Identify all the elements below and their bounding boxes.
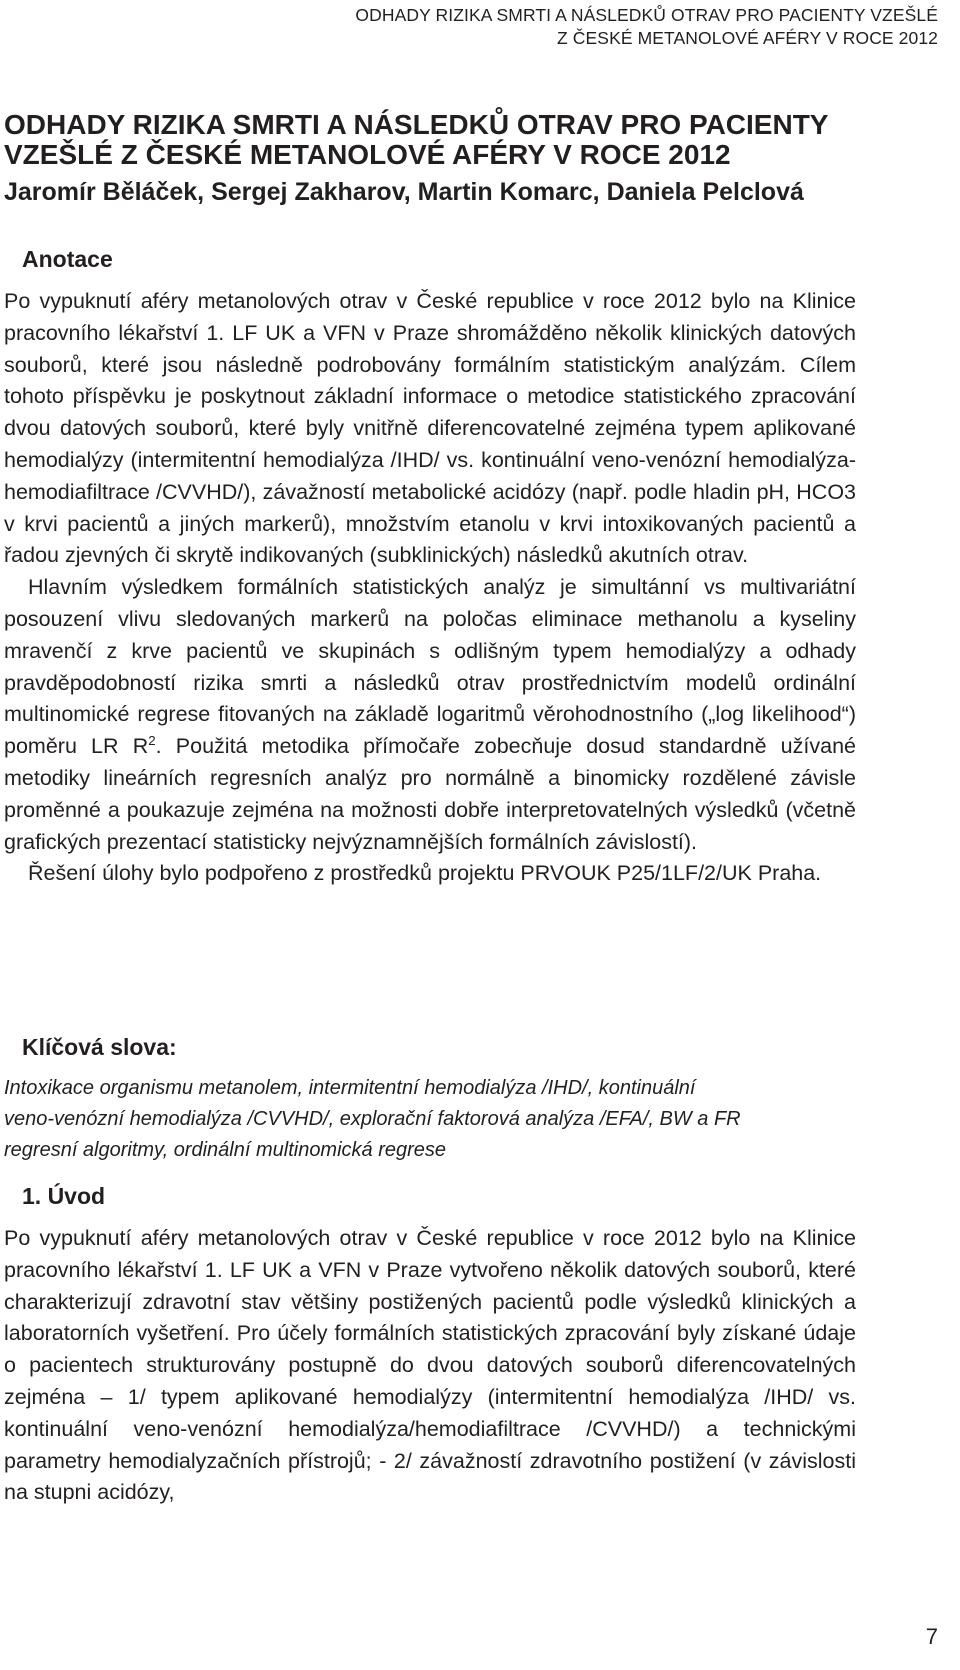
abstract-paragraph-3: Řešení úlohy bylo podpořeno z prostředků projektu PRVOUK P25/1LF/2/UK Praha. — [28, 861, 822, 886]
abstract-paragraph-2 — [4, 572, 856, 858]
keywords-line-1: Intoxikace organismu metanolem, intermitentní hemodialýza /IHD/, kontinuální — [4, 1077, 696, 1099]
intro-paragraph-1: Po vypuknutí aféry metanolových otrav v České republice v roce 2012 bylo na Klinice pracovního lékařství 1. LF UK a VFN v Praze vytvořeno několik datových souborů, které charakterizují zdravotní stav většiny postižených pacientů podle výsledků klinických a laboratorních vyšetření. Pro účely formálních statistických zpracování byly získané údaje o pacientech strukturovány postupně do dvou datových souborů diferencovatelných zejména – 1/ typem aplikované hemodialýzy (intermitentní hemodialýza /IHD/ vs. kontinuální veno-venózní hemodialýza/hemodiafiltrace /CVVHD/) a technickými parametry hemodialyzačních přístrojů; - 2/ závažností zdravotního postižení (v závislosti na stupni acidózy, — [4, 1226, 856, 1505]
keywords-list — [4, 1073, 856, 1166]
article-title-line-1: ODHADY RIZIKA SMRTI A NÁSLEDKŮ OTRAV PRO PACIENTY — [4, 109, 829, 140]
r-squared-superscript: 2 — [148, 733, 156, 748]
intro-heading: 1. Úvod — [22, 1183, 106, 1209]
abstract-body — [4, 286, 856, 890]
page-number: 7 — [925, 1624, 938, 1649]
article-title — [4, 110, 904, 170]
keywords-line-3: regresní algoritmy, ordinální multinomická regrese — [4, 1139, 447, 1161]
author-list: Jaromír Běláček, Sergej Zakharov, Martin Komarc, Daniela Pelclová — [4, 178, 804, 206]
keywords-line-2: veno-venózní hemodialýza /CVVHD/, explorační faktorová analýza /EFA/, BW a FR — [4, 1108, 741, 1130]
running-head-line-1: ODHADY RIZIKA SMRTI A NÁSLEDKŮ OTRAV PRO PACIENTY VZEŠLÉ — [355, 5, 938, 25]
intro-body — [4, 1223, 856, 1509]
running-head — [238, 4, 938, 50]
article-title-line-2: VZEŠLÉ Z ČESKÉ METANOLOVÉ AFÉRY V ROCE 2012 — [4, 139, 731, 170]
abstract-paragraph-2-text-a: Hlavním výsledkem formálních statistických analýz je simultánní vs multivariátní posouzení vlivu sledovaných markerů na poločas eliminace methanolu a kyseliny mravenčí z krve pacientů ve skupinách s odlišným typem hemodialýzy a odhady pravděpodobností rizika smrti a následků otrav prostřednictvím modelů ordinální multinomické regrese fitovaných na základě logaritmů věrohodnostního („log likelihood“) poměru LR R — [4, 575, 856, 759]
abstract-heading: Anotace — [22, 246, 113, 272]
running-head-line-2: Z ČESKÉ METANOLOVÉ AFÉRY V ROCE 2012 — [557, 28, 938, 48]
keywords-heading: Klíčová slova: — [22, 1034, 177, 1060]
abstract-paragraph-1: Po vypuknutí aféry metanolových otrav v České republice v roce 2012 bylo na Klinice pracovního lékařství 1. LF UK a VFN v Praze shromážděno několik klinických datových souborů, které jsou následně podrobovány formálním statistickým analýzám. Cílem tohoto příspěvku je poskytnout základní informace o metodice statistického zpracování dvou datových souborů, které byly vnitřně diferencovatelné zejména typem aplikované hemodialýzy (intermitentní hemodialýza /IHD/ vs. kontinuální veno-venózní hemodialýza-hemodiafiltrace /CVVHD/), závažností metabolické acidózy (např. podle hladin pH, HCO3 v krvi pacientů a jiných markerů), množstvím etanolu v krvi intoxikovaných pacientů a řadou zjevných či skrytě indikovaných (subklinických) následků akutních otrav. — [4, 289, 856, 568]
abstract-paragraph-2-text-b: . Použitá metodika přímočaře zobecňuje dosud standardně užívané metodiky lineárních regresních analýz pro normálně a binomicky rozdělené závisle proměnné a poukazuje zejména na možnosti dobře interpretovatelných výsledků (včetně grafických prezentací statisticky nejvýznamnějších formálních závislostí). — [4, 734, 856, 854]
